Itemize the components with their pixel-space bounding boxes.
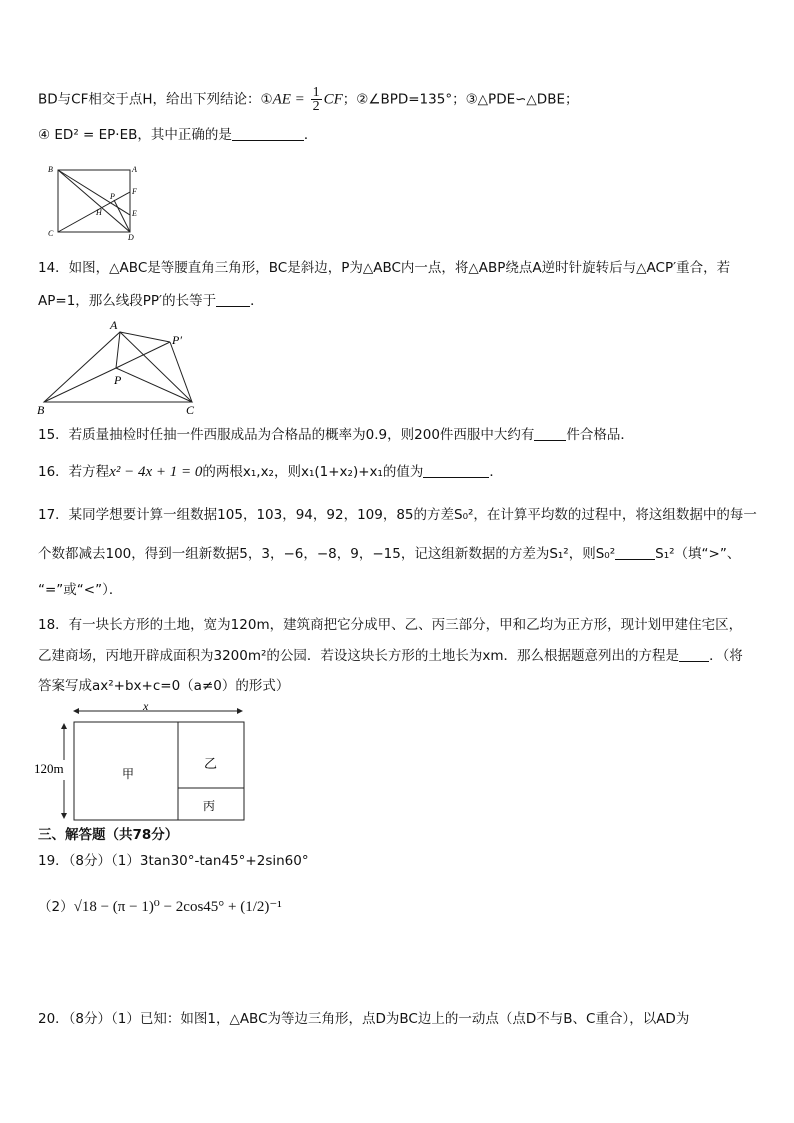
q19-line-2: （2）√18 − (π − 1)⁰ − 2cos45° + (1/2)⁻¹	[38, 899, 282, 915]
q17-line-3: “=”或“<”）．	[38, 582, 123, 598]
q18-label-x: x	[143, 700, 149, 713]
q13-c1-rhs: CF	[323, 91, 343, 108]
q13-text-b: ；②∠BPD=135°；③△PDE∽△DBE；	[342, 91, 579, 108]
q13-diagonal-bd	[58, 170, 130, 232]
q14-label-b: B	[37, 403, 45, 416]
q18-label-yi: 乙	[204, 757, 218, 772]
q14-label-p-prime: P′	[172, 333, 182, 347]
q14-line-1: 14．如图，△ABC是等腰直角三角形，BC是斜边，P为△ABC内一点，将△ABP绕点A逆时针旋转后与△ACP′重合，若	[38, 260, 731, 276]
q13-label-h: H	[96, 208, 102, 217]
q16-equation: x² − 4x + 1 = 0	[109, 464, 203, 480]
q19-expression-2: √18 − (π − 1)⁰ − 2cos45° + (1/2)⁻¹	[73, 899, 282, 915]
q14-line-p-prime-c	[170, 342, 192, 402]
q14-line-2: AP=1，那么线段PP′的长等于 ．	[38, 293, 264, 309]
q14-figure	[34, 316, 204, 416]
section-3-title: 三、解答题（共78分）	[38, 827, 179, 843]
q20-line-1: 20．（8分）（1）已知：如图1，△ABC为等边三角形，点D为BC边上的一动点（点D不与B、C重合），以AD为	[38, 1011, 690, 1027]
q18-line-2: 乙建商场，丙地开辟成面积为3200m²的公园．若设这块长方形的土地长为xm．那么根据题意列出的方程是 ．（将	[38, 648, 743, 664]
q14-label-a: A	[110, 318, 118, 332]
q13-label-d: D	[128, 233, 134, 240]
q16-line: 16．若方程x² − 4x + 1 = 0的两根x₁,x₂，则x₁(1+x₂)+x₁的值为 ．	[38, 464, 503, 480]
q17-answer-blank[interactable]	[615, 545, 655, 560]
q15-line: 15．若质量抽检时任抽一件西服成品为合格品的概率为0.9，则200件西服中大约有 件合格品．	[38, 427, 634, 443]
q18-label-120m: 120m	[34, 761, 64, 776]
q14-label-p: P	[114, 373, 122, 387]
q13-c1-fraction: $\frac{1}{2}$	[312, 85, 320, 114]
q18-answer-blank[interactable]	[679, 647, 709, 662]
q13-c1-lhs: AE =	[272, 91, 309, 108]
q13-label-f: F	[132, 187, 137, 196]
q14-label-c: C	[186, 403, 195, 416]
q18-label-jia: 甲	[122, 767, 135, 781]
q13-line-1	[38, 86, 579, 113]
q18-line-3: 答案写成ax²+bx+c=0（a≠0）的形式）	[38, 678, 290, 694]
q18-line-1: 18．有一块长方形的土地，宽为120m，建筑商把它分成甲、乙、丙三部分，甲和乙均为正方形，现计划甲建住宅区，	[38, 617, 743, 633]
q15-answer-blank[interactable]	[534, 426, 566, 441]
q14-line-bp	[44, 368, 116, 402]
q14-line-ap	[116, 332, 120, 368]
q17-line-2: 个数都减去100，得到一组新数据5，3，−6，−8，9，−15，记这组新数据的方差为S₁²，则S₀² S₁²（填“>”、	[38, 546, 741, 562]
q13-line-pd	[114, 200, 130, 232]
q13-line-2: ④ ED² = EP·EB，其中正确的是 ．	[38, 127, 318, 143]
q18-label-bing: 丙	[203, 799, 216, 813]
q13-line-cf	[58, 192, 130, 232]
q13-label-a: A	[132, 165, 137, 174]
q14-answer-blank[interactable]	[216, 292, 250, 307]
q13-label-e: E	[132, 209, 137, 218]
q13-line-be	[58, 170, 130, 215]
q13-label-b: B	[48, 165, 53, 174]
q14-line-ap-prime	[120, 332, 170, 342]
q13-text-a: BD与CF相交于点H，给出下列结论：①	[38, 91, 273, 108]
q13-label-c: C	[48, 229, 54, 238]
q18-figure	[34, 700, 254, 826]
q13-label-p: P	[110, 192, 115, 201]
q14-line-pc	[116, 368, 192, 402]
q13-figure	[44, 160, 144, 240]
q13-answer-blank[interactable]	[232, 126, 304, 141]
q19-line-1: 19．（8分）（1）3tan30°-tan45°+2sin60°	[38, 853, 309, 869]
q16-answer-blank[interactable]	[423, 463, 489, 478]
q18-land-rect	[74, 722, 244, 820]
q17-line-1: 17．某同学想要计算一组数据105，103，94，92，109，85的方差S₀²，在计算平均数的过程中，将这组数据中的每一	[38, 507, 757, 523]
q14-line-pp-prime	[116, 342, 170, 368]
